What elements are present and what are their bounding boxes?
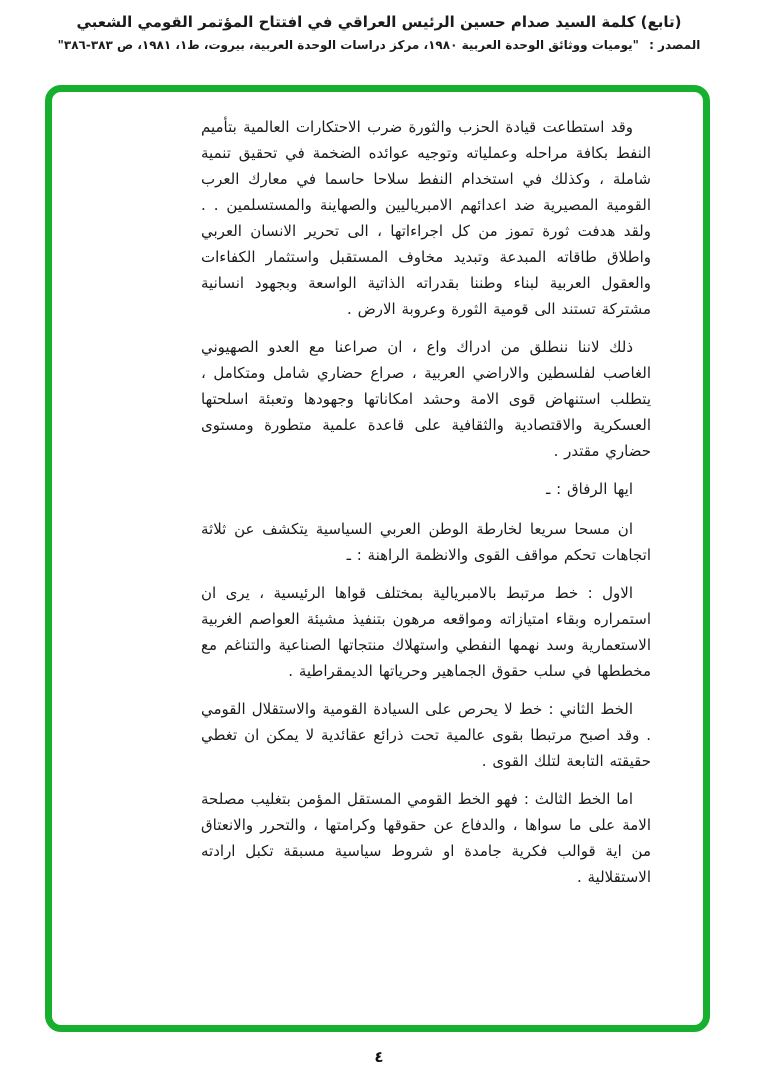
paragraph-second-line: الخط الثاني : خط لا يحرص على السيادة القومية والاستقلال القومي . وقد اصبح مرتبطا بقوى عالمية تحت ذرائع عقائدية لا يمكن ان تغطي حقيقته التابعة لتلك القوى . (201, 700, 651, 770)
content-frame (45, 85, 710, 1032)
paragraph-third-line: اما الخط الثالث : فهو الخط القومي المستقل المؤمن بتغليب مصلحة الامة على ما سواها ، والدفاع عن حقوقها وكرامتها ، والتحرر والانعتاق من اية قوالب فكرية جامدة او شروط سياسية مسبقة تكبل ارادته الاستقلالية . (201, 790, 651, 886)
page-number: ٤ (374, 1048, 384, 1066)
paragraph-oil-nationalization: وقد استطاعت قيادة الحزب والثورة ضرب الاحتكارات العالمية بتأميم النفط بكافة مراحله وعملياته وتوجيه عوائده الضخمة في تحقيق تنمية شاملة ، وكذلك في استخدام النفط سلاحا حاسما في معارك العرب القومية المصيرية ضد اعدائهم الامبرياليين والصهاينة والمستسلمين . . ولقد هدفت ثورة تموز من كل اجراءاتها ، الى تحرير الانسان العربي واطلاق طاقاته المبدعة وتبديد مخاوف المستقبل واستثمار الكفاءات والعقول العربية لبناء وطننا بقدراته الذاتية الواسعة وبجهود انسانية مشتركة تستند الى قومية الثورة وعروبة الارض . (201, 118, 651, 318)
paragraph-salutation-comrades: ايها الرفاق : ـ (546, 480, 633, 498)
speech-text-column (201, 114, 651, 902)
page-title: (تابع) كلمة السيد صدام حسين الرئيس العراقي في افتتاح المؤتمر القومي الشعبي (76, 13, 682, 31)
document-header (0, 0, 758, 52)
paragraph-three-trends-intro: ان مسحا سريعا لخارطة الوطن العربي السياسية يتكشف عن ثلاثة اتجاهات تحكم مواقف القوى والانظمة الراهنة : ـ (201, 520, 651, 564)
paragraph-first-line: الاول : خط مرتبط بالامبريالية بمختلف قواها الرئيسية ، يرى ان استمراره وبقاء امتيازاته ومواقعه مرهون بتنفيذ مشيئة العواصم الغربية الاستعمارية وسد نهمها النفطي واستهلاك منتجاتها الصناعية والتناغم مع مخططها في سلب حقوق الجماهير وحرياتها الديمقراطية . (201, 584, 651, 680)
source-citation (14, 38, 744, 52)
source-label: المصدر : (649, 38, 701, 52)
source-text: "يوميات ووثائق الوحدة العربية ١٩٨٠، مركز دراسات الوحدة العربية، بيروت، ط١، ١٩٨١، ص ٣٨٣-٣٨٦" (57, 38, 639, 52)
paragraph-zionist-struggle: ذلك لاننا ننطلق من ادراك واع ، ان صراعنا مع العدو الصهيوني الغاصب لفلسطين والاراضي العربية ، صراع حضاري شامل ومتكامل ، يتطلب استنهاض قوى الامة وحشد امكاناتها وجهودها وتعبئة اسلحتها العسكرية والاقتصادية والثقافية على قاعدة علمية متطورة ومستوى حضاري مقتدر . (201, 338, 651, 460)
